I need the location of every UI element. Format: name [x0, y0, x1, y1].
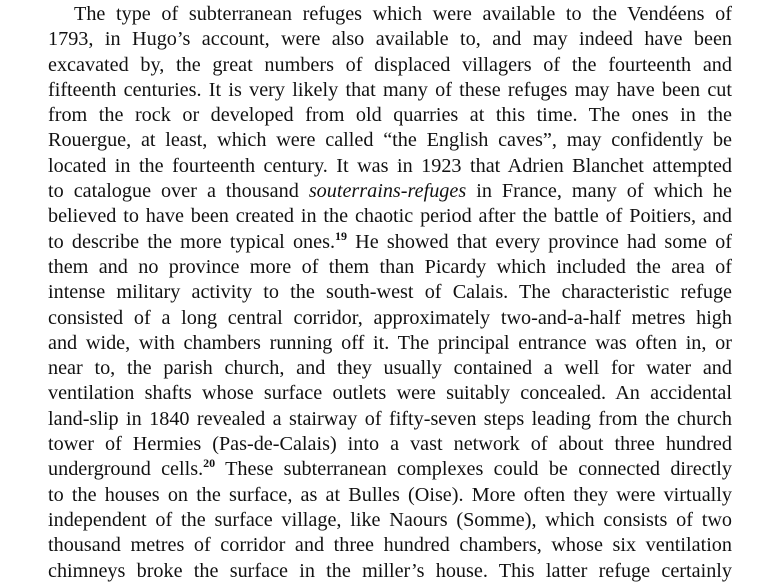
text-line	[48, 154, 732, 179]
text-line	[48, 128, 732, 153]
text-line	[48, 432, 732, 457]
text-run: to describe the more typical ones.	[48, 230, 335, 253]
text-run: tower of Hermies (Pas-de-Calais) into a vast network of about three hundred	[48, 433, 732, 456]
footnote-reference: 19	[335, 228, 347, 243]
text-run: land-slip in 1840 revealed a stairway of fifty-seven steps leading from the church	[48, 407, 732, 430]
text-run: intense military activity to the south-west of Calais. The characteristic refuge	[48, 281, 732, 304]
body-paragraph	[48, 2, 732, 584]
text-run: 1793, in Hugo’s account, were also available to, and may indeed have been	[48, 28, 732, 51]
text-run: excavated by, the great numbers of displaced villagers of the fourteenth and	[48, 53, 732, 76]
text-run: located in the fourteenth century. It was in 1923 that Adrien Blanchet attempted	[48, 154, 732, 177]
text-run: thousand metres of corridor and three hundred chambers, whose six ventilation	[48, 534, 732, 557]
text-run: chimneys broke the surface in the miller’s house. This latter refuge certainly	[48, 559, 732, 582]
text-run: believed to have been created in the chaotic period after the battle of Poitiers, and	[48, 205, 732, 228]
text-line	[48, 483, 732, 508]
text-line	[48, 533, 732, 558]
text-line	[48, 204, 732, 229]
text-run: independent of the surface village, like Naours (Somme), which consists of two	[48, 508, 732, 531]
text-line	[48, 457, 732, 482]
footnote-reference: 20	[203, 456, 216, 471]
text-run: The type of subterranean refuges which were available to the Vendéens of	[74, 3, 732, 25]
text-run: He showed that every province had some of	[347, 230, 732, 253]
text-line	[48, 331, 732, 356]
text-line	[48, 78, 732, 103]
text-line	[48, 356, 732, 381]
text-run: from the rock or developed from old quarries at this time. The ones in the	[48, 104, 732, 127]
text-run: to the houses on the surface, as at Bulles (Oise). More often they were virtually	[48, 483, 732, 506]
text-line	[48, 27, 732, 52]
text-line	[48, 306, 732, 331]
text-line	[48, 103, 732, 128]
text-run: underground cells.	[48, 458, 204, 481]
text-run: them and no province more of them than Picardy which included the area of	[48, 255, 732, 278]
text-line	[48, 559, 732, 584]
text-line	[48, 508, 732, 533]
text-line	[48, 179, 732, 204]
text-line	[48, 407, 732, 432]
text-line	[48, 230, 732, 255]
text-run: consisted of a long central corridor, approximately two-and-a-half metres high	[48, 306, 732, 329]
text-line	[48, 255, 732, 280]
text-run: in France, many of which he	[466, 180, 732, 203]
text-run: and wide, with chambers running off it. The principal entrance was often in, or	[48, 331, 732, 354]
text-line	[48, 53, 732, 78]
text-run: These subterranean complexes could be connected directly	[215, 458, 732, 481]
text-run: Rouergue, at least, which were called “the English caves”, may confidently be	[48, 129, 732, 152]
text-line	[48, 2, 732, 27]
text-run: fifteenth centuries. It is very likely that many of these refuges may have been cut	[48, 78, 732, 101]
text-line	[48, 381, 732, 406]
italic-term: souterrains-refuges	[308, 180, 467, 203]
text-run: near to, the parish church, and they usually contained a well for water and	[48, 357, 732, 380]
text-line	[48, 280, 732, 305]
text-run: to catalogue over a thousand	[48, 180, 309, 203]
text-run: ventilation shafts whose surface outlets were suitably concealed. An accidental	[48, 382, 732, 405]
